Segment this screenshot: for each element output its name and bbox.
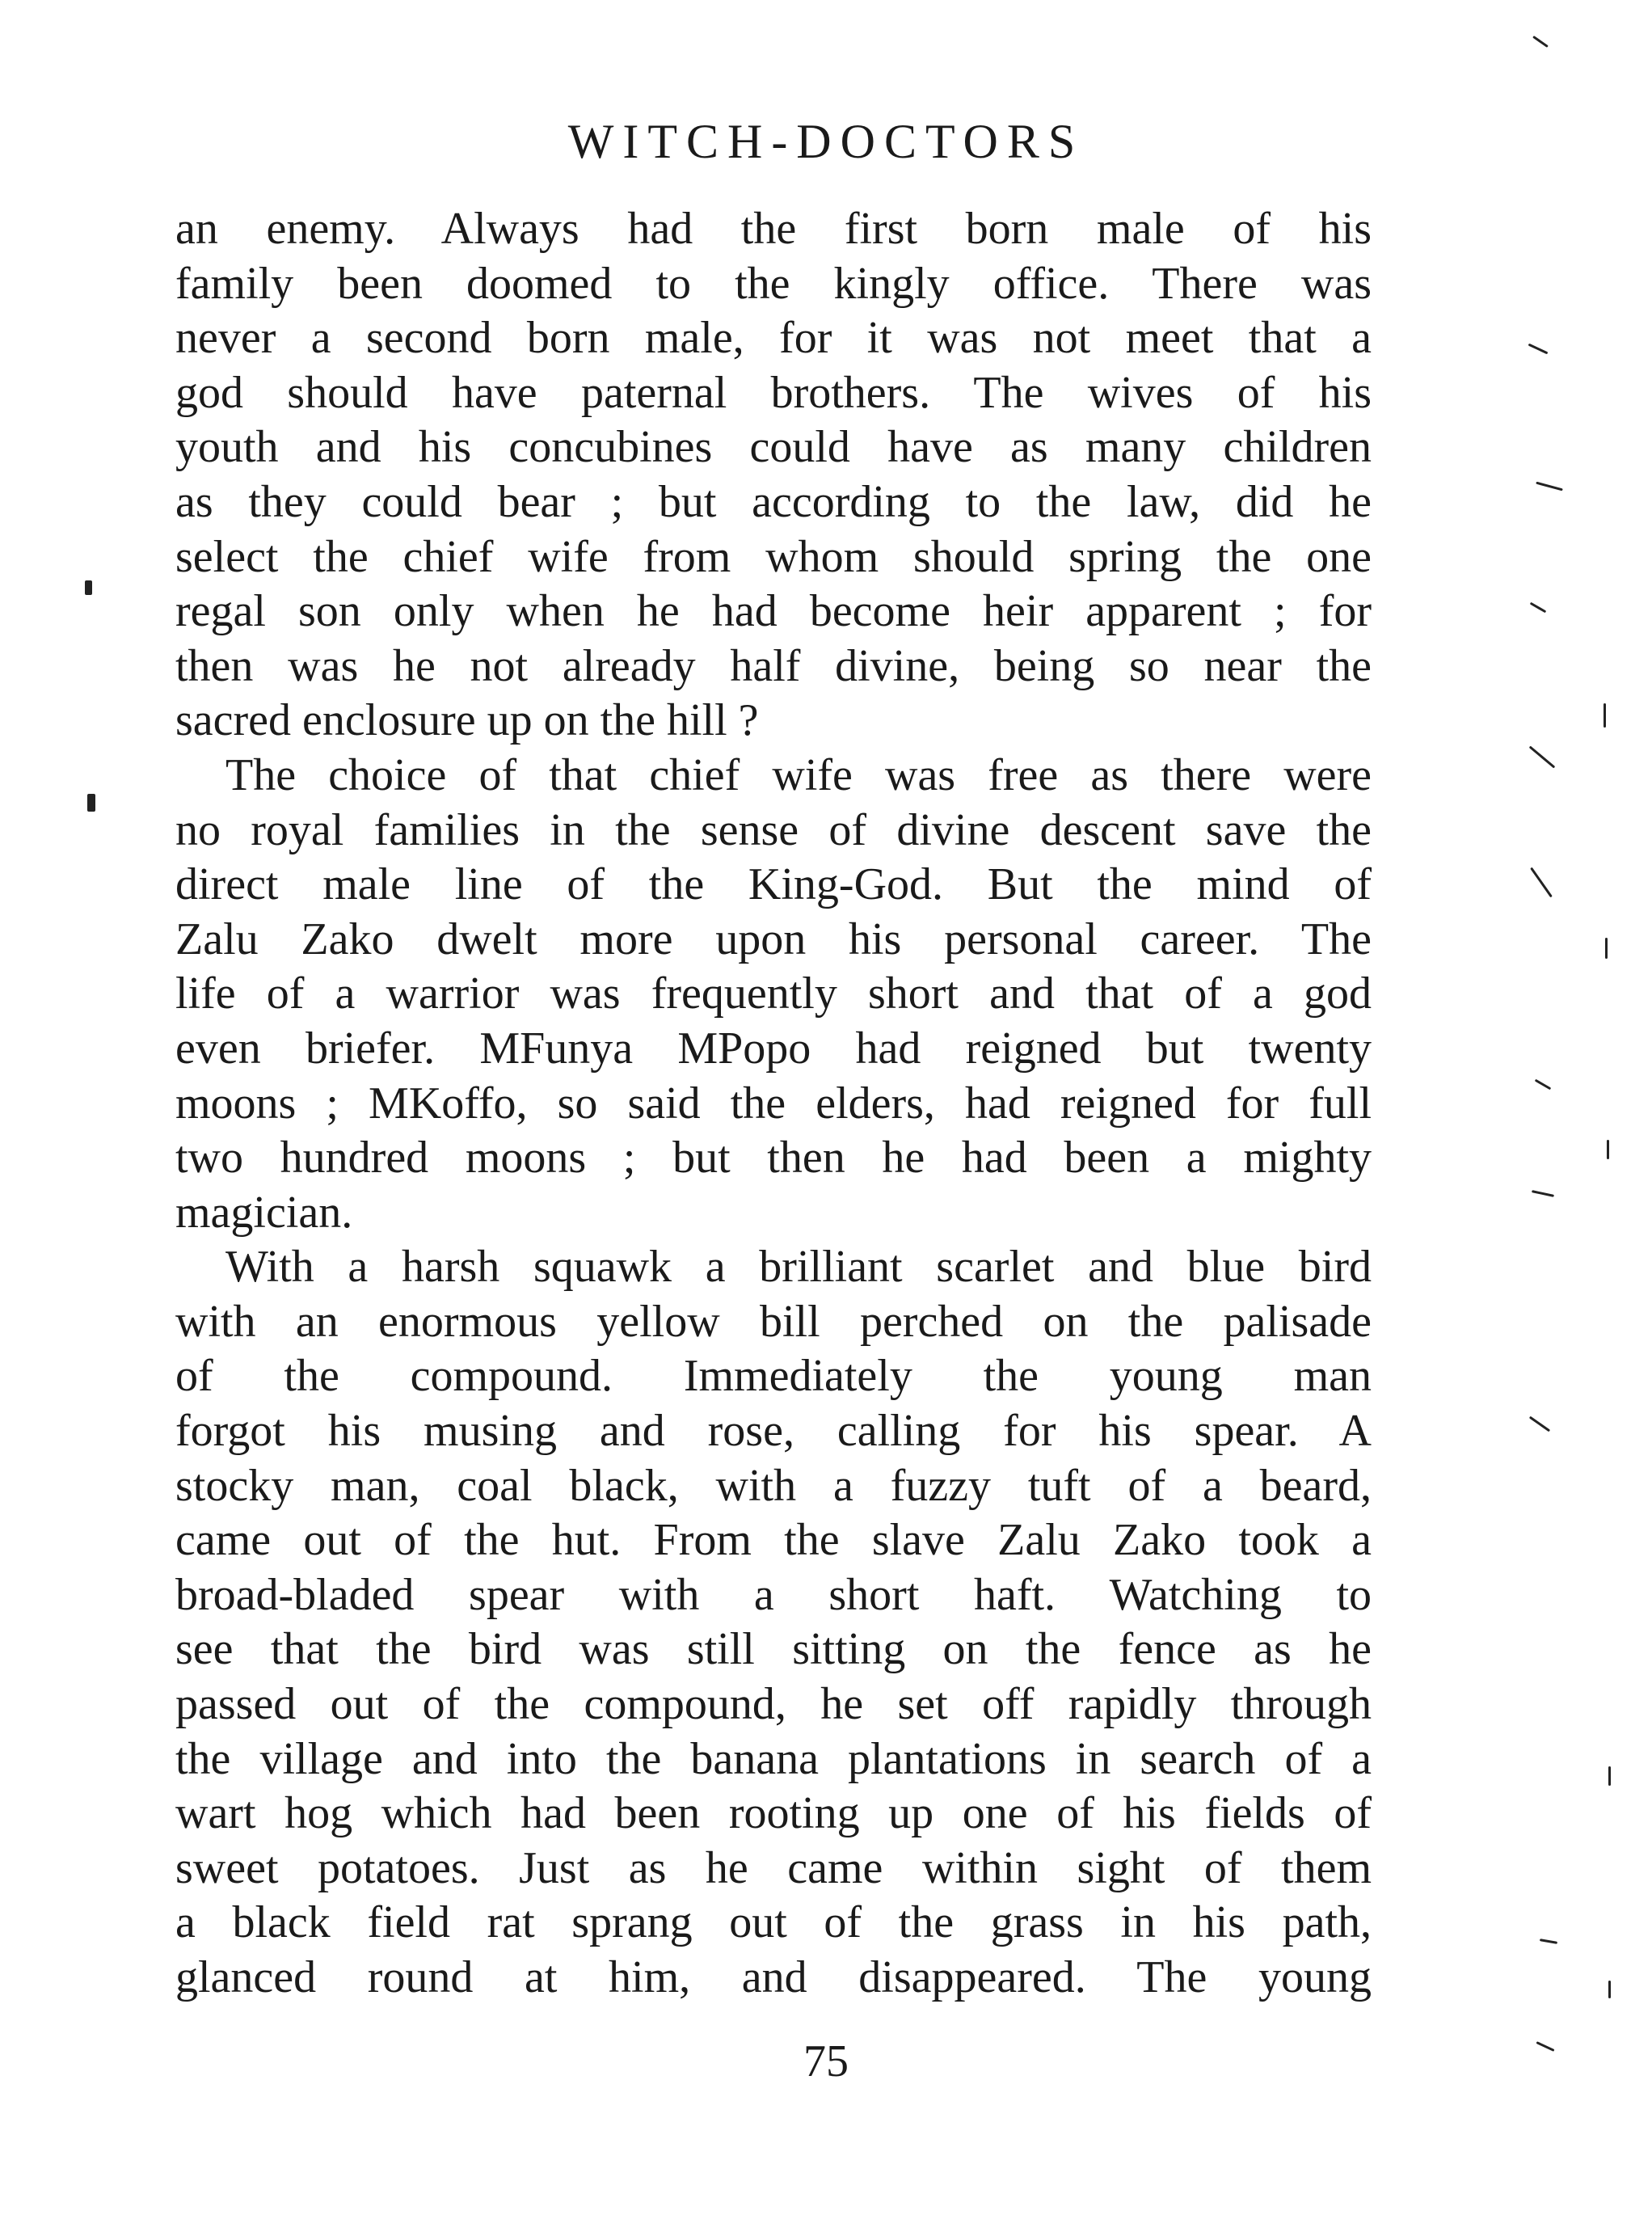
text-line: forgot his musing and rose, calling for his spear. A (175, 1406, 1372, 1457)
text-line: sacred enclosure up on the hill ? (175, 695, 759, 746)
text-line: came out of the hut. From the slave Zalu Zako took a (175, 1515, 1372, 1566)
scan-mark (1528, 344, 1549, 355)
scan-mark (87, 794, 95, 812)
scan-mark (1529, 1416, 1550, 1432)
text-line: as they could bear ; but according to the law, did he (175, 476, 1372, 527)
text-line: a black field rat sprang out of the grass in his path, (175, 1897, 1372, 1948)
scan-mark (1535, 1079, 1552, 1091)
text-line: glanced round at him, and disappeared. The young (175, 1952, 1372, 2002)
scan-mark (1532, 1190, 1554, 1197)
text-line: see that the bird was still sitting on the fence as he (175, 1624, 1372, 1675)
text-line: with an enormous yellow bill perched on the palisade (175, 1296, 1372, 1347)
text-line: With a harsh squawk a brilliant scarlet and blue bird (225, 1242, 1372, 1293)
text-line: Zalu Zako dwelt more upon his personal career. The (175, 913, 1372, 964)
text-line: direct male line of the King-God. But the mind of (175, 859, 1372, 910)
scan-mark (1540, 1939, 1557, 1944)
text-line: no royal families in the sense of divine descent save the (175, 804, 1372, 855)
text-line: regal son only when he had become heir apparent ; for (175, 586, 1372, 637)
scan-mark (1608, 1766, 1611, 1786)
text-line: life of a warrior was frequently short and that of a god (175, 968, 1372, 1019)
text-line: stocky man, coal black, with a fuzzy tuft of a beard, (175, 1460, 1372, 1511)
text-line: sweet potatoes. Just as he came within sight of them (175, 1842, 1372, 1893)
text-line: two hundred moons ; but then he had been a mighty (175, 1133, 1372, 1183)
text-line: of the compound. Immediately the young man (175, 1351, 1372, 1402)
text-line: The choice of that chief wife was free as there were (225, 749, 1372, 800)
text-line: the village and into the banana plantations in search of a (175, 1733, 1372, 1784)
text-line: never a second born male, for it was not meet that a (175, 313, 1372, 364)
scan-mark (1604, 703, 1606, 728)
text-line: wart hog which had been rooting up one of his fields of (175, 1788, 1372, 1839)
text-line: moons ; MKoffo, so said the elders, had reigned for full (175, 1078, 1372, 1129)
text-line: then was he not already half divine, being so near the (175, 640, 1372, 691)
body-text (175, 202, 1372, 2006)
text-line: select the chief wife from whom should spring the one (175, 531, 1372, 582)
text-line: youth and his concubines could have as many children (175, 422, 1372, 473)
scan-mark (1532, 36, 1549, 48)
scan-mark (1608, 1981, 1611, 1998)
scan-mark (1607, 1140, 1609, 1159)
scan-mark (1536, 482, 1563, 492)
text-line: an enemy. Always had the first born male of his (175, 204, 1372, 254)
text-line: magician. (175, 1187, 353, 1238)
running-head: WITCH-DOCTORS (567, 115, 1085, 168)
text-line: broad-bladed spear with a short haft. Watching to (175, 1569, 1372, 1620)
text-line: even briefer. MFunya MPopo had reigned but twenty (175, 1023, 1372, 1074)
scan-mark (1530, 602, 1547, 614)
text-line: family been doomed to the kingly office. There was (175, 258, 1372, 309)
scan-mark (1530, 867, 1553, 898)
scan-mark (85, 580, 92, 595)
scan-mark (1529, 745, 1556, 768)
page-number: 75 (803, 2036, 849, 2086)
text-line: passed out of the compound, he set off rapidly through (175, 1679, 1372, 1730)
text-line: god should have paternal brothers. The wives of his (175, 367, 1372, 418)
scan-mark (1605, 938, 1608, 959)
